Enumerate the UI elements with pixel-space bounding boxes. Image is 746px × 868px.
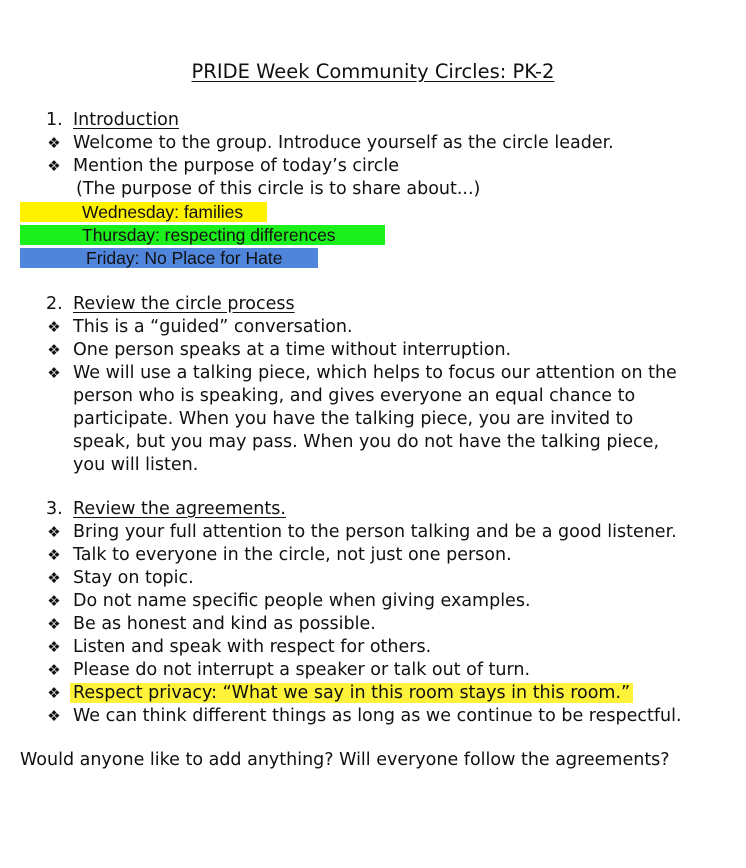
bullet-icon: ❖ (47, 661, 61, 679)
section-3-header (0, 498, 746, 521)
list-item: ❖ Please do not interrupt a speaker or talk out of turn. (0, 659, 746, 682)
bullet-icon: ❖ (47, 318, 61, 336)
list-item: ❖ Be as honest and kind as possible. (0, 613, 746, 636)
list-item: ❖ Talk to everyone in the circle, not just one person. (0, 544, 746, 567)
list-item: ❖ We can think different things as long as we continue to be respectful. (0, 705, 746, 728)
section-1-heading: Introduction (73, 110, 179, 130)
privacy-highlight: Respect privacy: “What we say in this room stays in this room.” (70, 683, 633, 703)
list-item-highlighted (0, 682, 746, 705)
list-item: ❖ This is a “guided” conversation. (0, 316, 746, 339)
section-3-number: 3. (46, 499, 63, 519)
list-item: ❖ Mention the purpose of today’s circle (0, 155, 746, 178)
day-friday-highlight: Friday: No Place for Hate (20, 248, 318, 268)
bullet-icon: ❖ (47, 364, 61, 382)
day-wednesday-highlight: Wednesday: families (20, 202, 267, 222)
bullet-icon: ❖ (47, 523, 61, 541)
bullet-icon: ❖ (47, 684, 61, 702)
list-item: ❖ Do not name specific people when giving examples. (0, 590, 746, 613)
list-item: ❖ We will use a talking piece, which helps to focus our attention on the (0, 362, 746, 385)
bullet-icon: ❖ (47, 707, 61, 725)
bullet-icon: ❖ (47, 157, 61, 175)
day-thursday-highlight: Thursday: respecting differences (20, 225, 385, 245)
section-1-header (0, 109, 746, 132)
closing-question: Would anyone like to add anything? Will everyone follow the agreements? (20, 750, 670, 770)
list-item: ❖ Stay on topic. (0, 567, 746, 590)
bullet-icon: ❖ (47, 569, 61, 587)
bullet-icon: ❖ (47, 134, 61, 152)
bullet-icon: ❖ (47, 615, 61, 633)
section-2-header (0, 293, 746, 316)
bullet-icon: ❖ (47, 592, 61, 610)
list-item-continuation: person who is speaking, and gives everyone an equal chance to (73, 386, 636, 406)
section-2-heading: Review the circle process (73, 294, 295, 314)
list-item: ❖ Bring your full attention to the person talking and be a good listener. (0, 521, 746, 544)
bullet-icon: ❖ (47, 638, 61, 656)
bullet-icon: ❖ (47, 341, 61, 359)
section-1-number: 1. (46, 110, 63, 130)
list-item-continuation: participate. When you have the talking piece, you are invited to (73, 409, 634, 429)
purpose-intro: (The purpose of this circle is to share about...) (76, 179, 481, 199)
section-2-number: 2. (46, 294, 63, 314)
list-item: ❖ Welcome to the group. Introduce yourself as the circle leader. (0, 132, 746, 155)
list-item-continuation: speak, but you may pass. When you do not have the talking piece, (73, 432, 660, 452)
document-title: PRIDE Week Community Circles: PK-2 (191, 60, 555, 83)
list-item: ❖ Listen and speak with respect for others. (0, 636, 746, 659)
list-item-continuation: you will listen. (73, 455, 199, 475)
list-item: ❖ One person speaks at a time without interruption. (0, 339, 746, 362)
bullet-icon: ❖ (47, 546, 61, 564)
section-3-heading: Review the agreements. (73, 499, 286, 519)
